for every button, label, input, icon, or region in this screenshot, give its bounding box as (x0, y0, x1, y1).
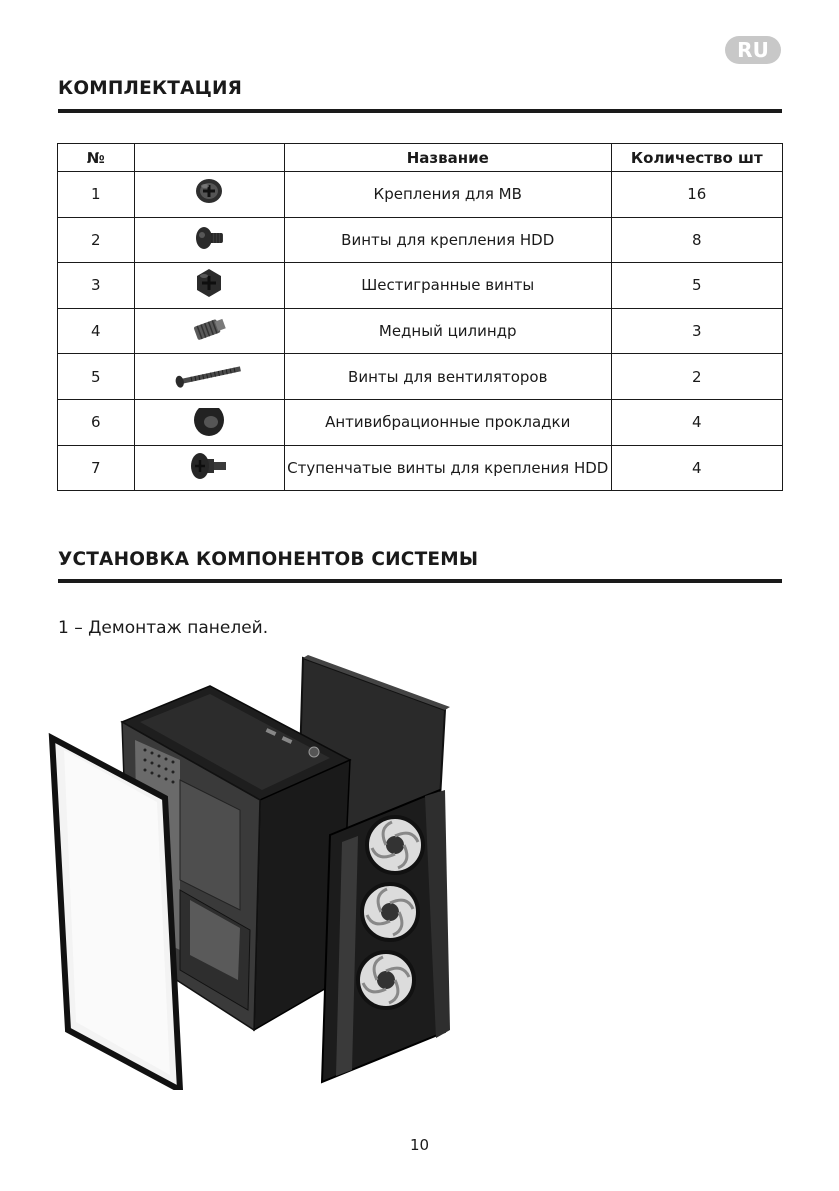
row-name: Шестигранные винты (284, 263, 611, 309)
step-caption: 1 – Демонтаж панелей. (58, 618, 269, 638)
section-divider (58, 109, 782, 113)
header-number: № (58, 144, 135, 172)
header-image (134, 144, 284, 172)
header-quantity: Количество шт (611, 144, 782, 172)
table-header-row (58, 144, 783, 172)
front-fan-icon (358, 952, 414, 1008)
row-quantity: 4 (611, 445, 782, 491)
row-number: 5 (58, 354, 135, 400)
language-badge: RU (725, 36, 781, 64)
brass-standoff-icon (187, 311, 231, 347)
table-row (58, 308, 783, 354)
row-image (134, 263, 284, 309)
row-number: 6 (58, 399, 135, 445)
row-number: 3 (58, 263, 135, 309)
front-fan-icon (362, 884, 418, 940)
row-image (134, 354, 284, 400)
row-name: Медный цилиндр (284, 308, 611, 354)
hex-screw-icon (189, 265, 229, 301)
pc-case-exploded-illustration (40, 650, 470, 1090)
section-title-contents: КОМПЛЕКТАЦИЯ (58, 78, 243, 99)
row-name: Ступенчатые винты для крепления HDD (284, 445, 611, 491)
table-row (58, 399, 783, 445)
hdd-screw-icon (189, 220, 229, 256)
row-number: 4 (58, 308, 135, 354)
row-number: 7 (58, 445, 135, 491)
mb-standoff-screw-icon (189, 174, 229, 210)
row-quantity: 2 (611, 354, 782, 400)
fan-screw-icon (169, 357, 249, 393)
contents-table (57, 143, 783, 491)
row-image (134, 399, 284, 445)
table-row (58, 217, 783, 263)
row-number: 2 (58, 217, 135, 263)
page-number: 10 (409, 1136, 430, 1154)
table-row (58, 263, 783, 309)
row-image (134, 217, 284, 263)
header-name: Название (284, 144, 611, 172)
row-image (134, 445, 284, 491)
row-quantity: 4 (611, 399, 782, 445)
row-name: Антивибрационные прокладки (284, 399, 611, 445)
row-quantity: 3 (611, 308, 782, 354)
row-name: Винты для крепления HDD (284, 217, 611, 263)
row-quantity: 16 (611, 172, 782, 218)
stepped-hdd-screw-icon (184, 448, 234, 484)
section-divider (58, 579, 782, 583)
row-name: Винты для вентиляторов (284, 354, 611, 400)
rubber-grommet-icon (189, 400, 229, 440)
table-row (58, 172, 783, 218)
row-number: 1 (58, 172, 135, 218)
table-row (58, 354, 783, 400)
row-quantity: 8 (611, 217, 782, 263)
section-title-installation: УСТАНОВКА КОМПОНЕНТОВ СИСТЕМЫ (58, 549, 479, 570)
row-name: Крепления для MB (284, 172, 611, 218)
row-image (134, 308, 284, 354)
row-quantity: 5 (611, 263, 782, 309)
row-image (134, 172, 284, 218)
table-row (58, 445, 783, 491)
front-fan-icon (367, 817, 423, 873)
